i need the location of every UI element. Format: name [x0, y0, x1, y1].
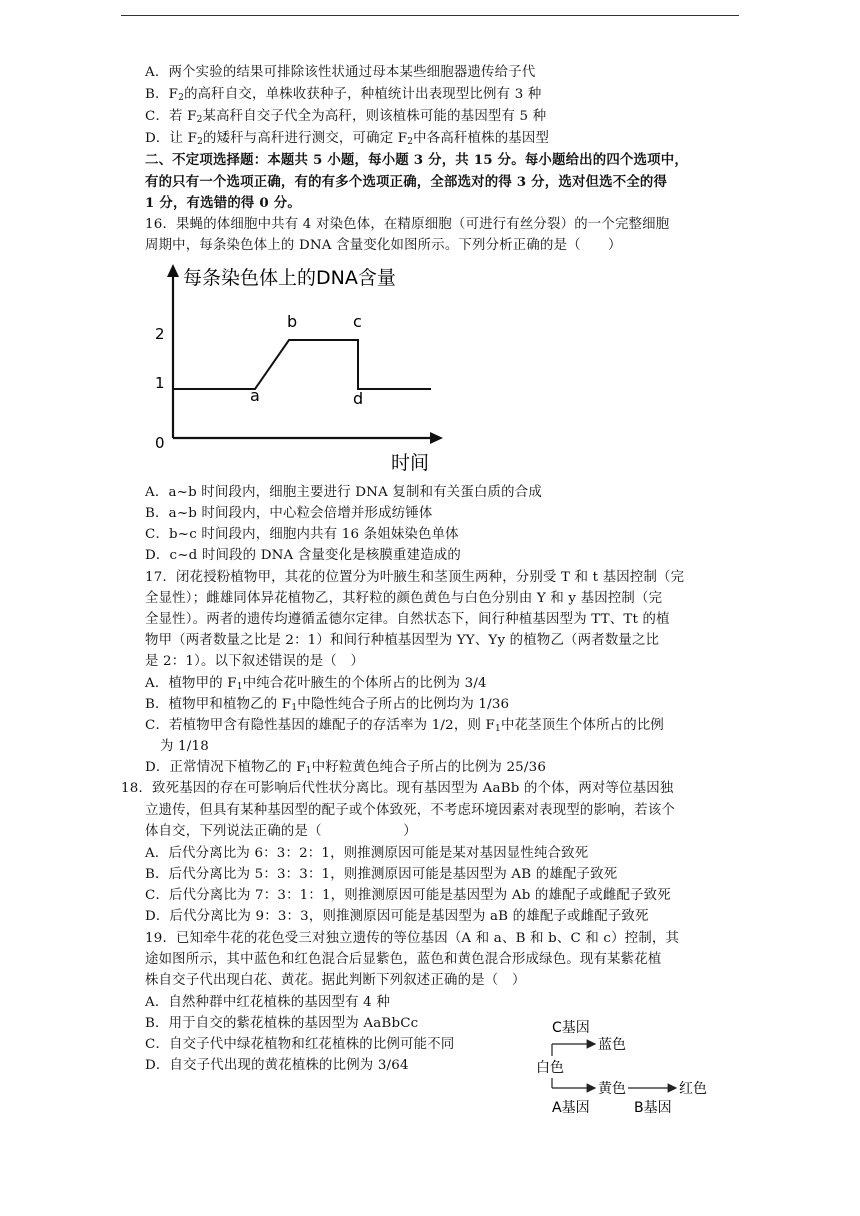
x-axis-arrow — [430, 432, 443, 444]
dna-content-line — [173, 340, 431, 389]
point-label-b: b — [287, 312, 298, 331]
q18-option-d: D．后代分离比为 9：3：3，则推测原因可能是基因型为 aB 的雄配子或雌配子致死 — [145, 909, 649, 924]
chart-xlabel: 时间 — [391, 452, 430, 474]
start-white: 白色 — [536, 1060, 564, 1076]
flower-color-pathway — [532, 1018, 722, 1118]
q15-option-d: D．让 $F_2$的矮秆与高秆进行测交，可确定 $F_2$中各高秆植株的基因型 — [145, 131, 550, 147]
q17-option-c-cont: 为 1/18 — [160, 739, 209, 754]
q19-stem-1: 19．已知牵牛花的花色受三对独立遗传的等位基因（A 和 a、B 和 b、C 和 c）控制，其 — [145, 931, 680, 946]
q19-option-c: C．自交子代中绿花植物和红花植株的比例可能不同 — [145, 1037, 455, 1052]
q18-option-a: A．后代分离比为 6：3：2：1，则推测原因可能是某对基因显性纯合致死 — [145, 846, 589, 861]
q17-option-b: B．植物甲和植物乙的 $F_1$中隐性纯合子所占的比例均为 1/36 — [145, 697, 510, 713]
q18-stem-2: 立遗传，但具有某种基因型的配子或个体致死，不考虑环境因素对表现型的影响，若该个 — [145, 803, 676, 818]
q16-option-b: B．a~b 时间段内，中心粒会倍增并形成纺锤体 — [145, 506, 433, 521]
q19-option-d: D．自交子代出现的黄花植株的比例为 3/64 — [145, 1058, 409, 1073]
q16-option-c: C．b~c 时间段内，细胞内共有 16 条姐妹染色单体 — [145, 527, 459, 542]
gene-b-label: B基因 — [634, 1100, 672, 1116]
q18-stem-1: 18．致死基因的存在可影响后代性状分离比。现有基因型为 AaBb 的个体，两对等位基因独 — [121, 781, 674, 796]
q17-stem-3: 全显性）。两者的遗传均遵循孟德尔定律。自然状态下，间行种植基因型为 TT、Tt 的植 — [145, 612, 670, 627]
point-label-d: d — [353, 389, 364, 408]
q17-option-d: D．正常情况下植物乙的 $F_1$中籽粒黄色纯合子所占的比例为 25/36 — [145, 760, 547, 776]
y-tick-2: 2 — [155, 325, 165, 343]
chart-ylabel: 每条染色体上的DNA含量 — [183, 267, 396, 289]
y-axis-arrow — [167, 264, 179, 277]
blue-label: 蓝色 — [598, 1037, 626, 1053]
section-title-2: 有的只有一个选项正确，有的有多个选项正确，全部选对的得 3 分，选对但选不全的得 — [145, 174, 668, 190]
q16-stem-2: 周期中，每条染色体上的 DNA 含量变化如图所示。下列分析正确的是（ ） — [145, 238, 622, 253]
q18-stem-3: 体自交，下列说法正确的是（ ） — [145, 824, 417, 839]
section-title-1: 二、不定项选择题：本题共 5 小题，每小题 3 分，共 15 分。每小题给出的四个选项中， — [145, 152, 688, 168]
q17-stem-4: 物甲（两者数量之比是 2：1）和间行种植基因型为 YY、Yy 的植物乙（两者数量之比 — [145, 633, 660, 648]
yellow-label: 黄色 — [598, 1081, 626, 1097]
q16-stem-1: 16．果蝇的体细胞中共有 4 对染色体，在精原细胞（可进行有丝分裂）的一个完整细胞 — [145, 217, 670, 232]
y-tick-1: 1 — [155, 374, 165, 392]
q15-option-c: C．若 $F_2$某高秆自交子代全为高秆，则该植株可能的基因型有 5 种 — [145, 109, 547, 125]
q16-option-d: D．c~d 时间段的 DNA 含量变化是核膜重建造成的 — [145, 548, 461, 563]
q17-option-a: A．植物甲的 $F_1$中纯合花叶腋生的个体所占的比例为 3/4 — [145, 676, 487, 692]
q19-stem-2: 途如图所示，其中蓝色和红色混合后显紫色，蓝色和黄色混合形成绿色。现有某紫花植 — [145, 952, 662, 967]
q18-option-c: C．后代分离比为 7：3：1：1，则推测原因可能是基因型为 Ab 的雄配子或雌配子致死 — [145, 888, 671, 903]
dna-content-chart — [145, 262, 455, 477]
point-label-c: c — [353, 312, 362, 331]
q15-option-a: A．两个实验的结果可排除该性状通过母本某些细胞器遗传给子代 — [145, 65, 536, 80]
q19-stem-3: 株自交子代出现白花、黄花。据此判断下列叙述正确的是（ ） — [145, 973, 526, 988]
gene-c-label: C基因 — [552, 1020, 590, 1036]
section-title-3: 1 分，有选错的得 0 分。 — [145, 195, 301, 211]
q17-option-c: C．若植物甲含有隐性基因的雄配子的存活率为 1/2，则 $F_1$中花茎顶生个体所占的比例 — [145, 718, 665, 734]
q19-option-a: A．自然种群中红花植株的基因型有 4 种 — [145, 995, 390, 1010]
point-label-a: a — [250, 386, 260, 405]
q19-option-b: B．用于自交的紫花植株的基因型为 AaBbCc — [145, 1016, 419, 1031]
red-label: 红色 — [679, 1081, 707, 1097]
q17-stem-2: 全显性）；雌雄同体异花植物乙，其籽粒的颜色黄色与白色分别由 Y 和 y 基因控制（完 — [145, 591, 663, 606]
y-tick-0: 0 — [155, 434, 165, 452]
q18-option-b: B．后代分离比为 5：3：3：1，则推测原因可能是基因型为 AB 的雄配子致死 — [145, 867, 618, 882]
q17-stem-1: 17．闭花授粉植物甲，其花的位置分为叶腋生和茎顶生两种，分别受 T 和 t 基因控制（完 — [145, 570, 685, 585]
q15-option-b: B．$F_2$的高秆自交，单株收获种子，种植统计出表现型比例有 3 种 — [145, 87, 542, 103]
q16-option-a: A．a~b 时间段内，细胞主要进行 DNA 复制和有关蛋白质的合成 — [145, 485, 542, 500]
q17-stem-5: 是 2：1）。以下叙述错误的是（ ） — [145, 654, 365, 669]
gene-a-label: A基因 — [552, 1100, 590, 1116]
header-rule — [121, 15, 739, 16]
